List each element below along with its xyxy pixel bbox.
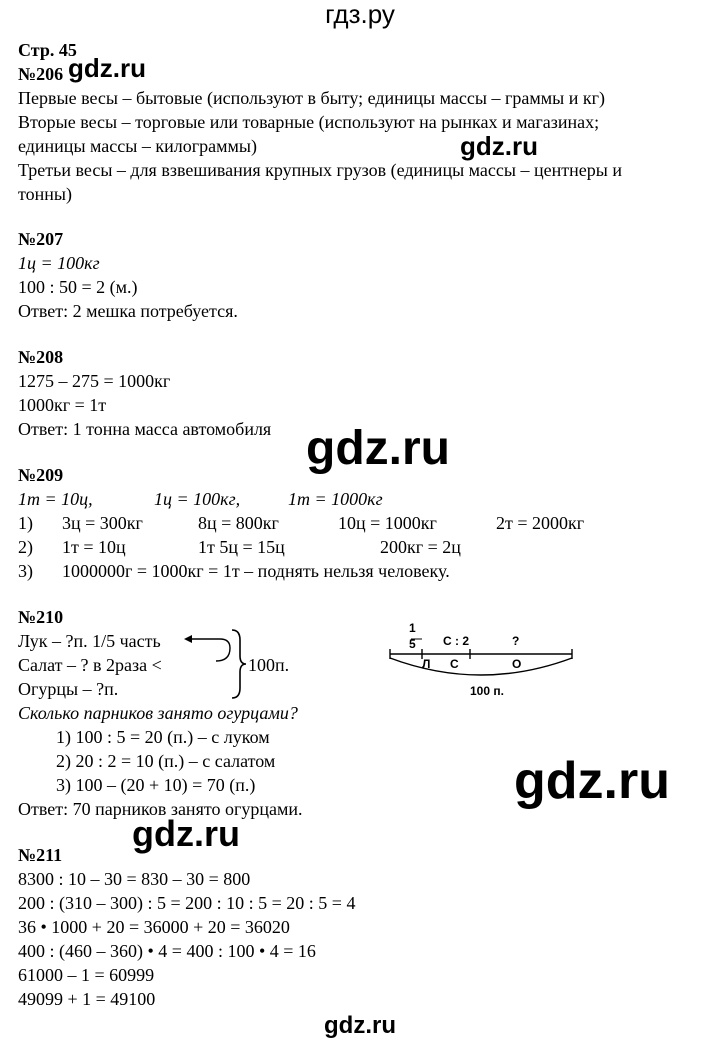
- watermark: gdz.ru: [514, 752, 670, 810]
- task-211-line: 400 : (460 – 360) • 4 = 400 : 100 • 4 = 16: [18, 941, 316, 961]
- watermark: gdz.ru: [68, 53, 146, 83]
- task-207-line: 100 : 50 = 2 (м.): [18, 277, 138, 297]
- task-209-fact: 1т = 1000кг: [288, 489, 383, 509]
- task-208-answer: Ответ: 1 тонна масса автомобиля: [18, 419, 272, 439]
- task-210-answer: Ответ: 70 парников занято огурцами.: [18, 799, 303, 819]
- diagram-total-label: 100 п.: [470, 684, 504, 698]
- diagram-fraction-den: 5: [409, 637, 416, 651]
- watermark: gdz.ru: [460, 131, 538, 161]
- watermark: gdz.ru: [306, 422, 450, 475]
- task-211-line: 49099 + 1 = 49100: [18, 989, 156, 1009]
- task-209-cell: 3ц = 300кг: [62, 513, 143, 533]
- task-210-total: 100п.: [248, 655, 290, 675]
- task-206-line: Вторые весы – торговые или товарные (используют на рынках и магазинах;: [18, 112, 600, 132]
- task-209-cell: 1т 5ц = 15ц: [198, 537, 285, 557]
- task-206-number: №206: [18, 64, 64, 84]
- task-206-line: единицы массы – килограммы): [18, 136, 257, 156]
- task-210-number: №210: [18, 607, 64, 627]
- task-206-line: тонны): [18, 184, 72, 204]
- task-209-row-number: 2): [18, 537, 33, 557]
- task-209-row-number: 3): [18, 561, 33, 581]
- task-209-fact: 1ц = 100кг,: [154, 489, 241, 509]
- task-211-line: 8300 : 10 – 30 = 830 – 30 = 800: [18, 869, 251, 889]
- diagram-label-top: С : 2: [443, 634, 470, 648]
- task-209-cell: 1000000г = 1000кг = 1т – поднять нельзя человеку.: [62, 561, 450, 581]
- task-209-cell: 200кг = 2ц: [380, 537, 461, 557]
- task-206-line: Третьи весы – для взвешивания крупных грузов (единицы массы – центнеры и: [18, 160, 622, 180]
- task-206-line: Первые весы – бытовые (используют в быту; единицы массы – граммы и кг): [18, 88, 605, 108]
- page-number: Стр. 45: [18, 40, 77, 60]
- task-210-condition: Лук – ?п. 1/5 часть: [18, 631, 161, 651]
- footer-watermark[interactable]: gdz.ru: [324, 1012, 396, 1039]
- task-210-question: Сколько парников занято огурцами?: [18, 703, 298, 723]
- task-209-cell: 2т = 2000кг: [496, 513, 585, 533]
- task-209-row-number: 1): [18, 513, 33, 533]
- watermark: gdz.ru: [132, 813, 240, 854]
- task-209-cell: 8ц = 800кг: [198, 513, 279, 533]
- diagram-segment-label: Л: [422, 657, 431, 671]
- total-arc: [390, 658, 572, 675]
- task-211-line: 61000 – 1 = 60999: [18, 965, 155, 985]
- task-207-fact: 1ц = 100кг: [18, 253, 100, 273]
- site-header[interactable]: гдз.ру: [325, 0, 395, 29]
- diagram-segment-label: О: [512, 657, 522, 671]
- task-209-fact: 1т = 10ц,: [18, 489, 93, 509]
- task-208-line: 1000кг = 1т: [18, 395, 107, 415]
- diagram-fraction-num: 1: [409, 621, 416, 635]
- task-210-step: 1) 100 : 5 = 20 (п.) – с луком: [56, 727, 270, 747]
- task-207-answer: Ответ: 2 мешка потребуется.: [18, 301, 238, 321]
- task-211-number: №211: [18, 845, 63, 865]
- condition-arrow-brace: [180, 626, 250, 702]
- task-209-cell: 10ц = 1000кг: [338, 513, 437, 533]
- task-209-number: №209: [18, 465, 64, 485]
- task-208-line: 1275 – 275 = 1000кг: [18, 371, 171, 391]
- diagram-label-top: ?: [512, 634, 520, 648]
- task-207-number: №207: [18, 229, 64, 249]
- task-210-condition: Салат – ? в 2раза <: [18, 655, 162, 675]
- task-210-step: 3) 100 – (20 + 10) = 70 (п.): [56, 775, 256, 795]
- task-209-cell: 1т = 10ц: [62, 537, 126, 557]
- diagram-segment-label: С: [450, 657, 459, 671]
- task-210-step: 2) 20 : 2 = 10 (п.) – с салатом: [56, 751, 276, 771]
- task-211-line: 200 : (310 – 300) : 5 = 200 : 10 : 5 = 20 : 5 = 4: [18, 893, 356, 913]
- task-208-number: №208: [18, 347, 64, 367]
- task-211-line: 36 • 1000 + 20 = 36000 + 20 = 36020: [18, 917, 290, 937]
- task-210-condition: Огурцы – ?п.: [18, 679, 119, 699]
